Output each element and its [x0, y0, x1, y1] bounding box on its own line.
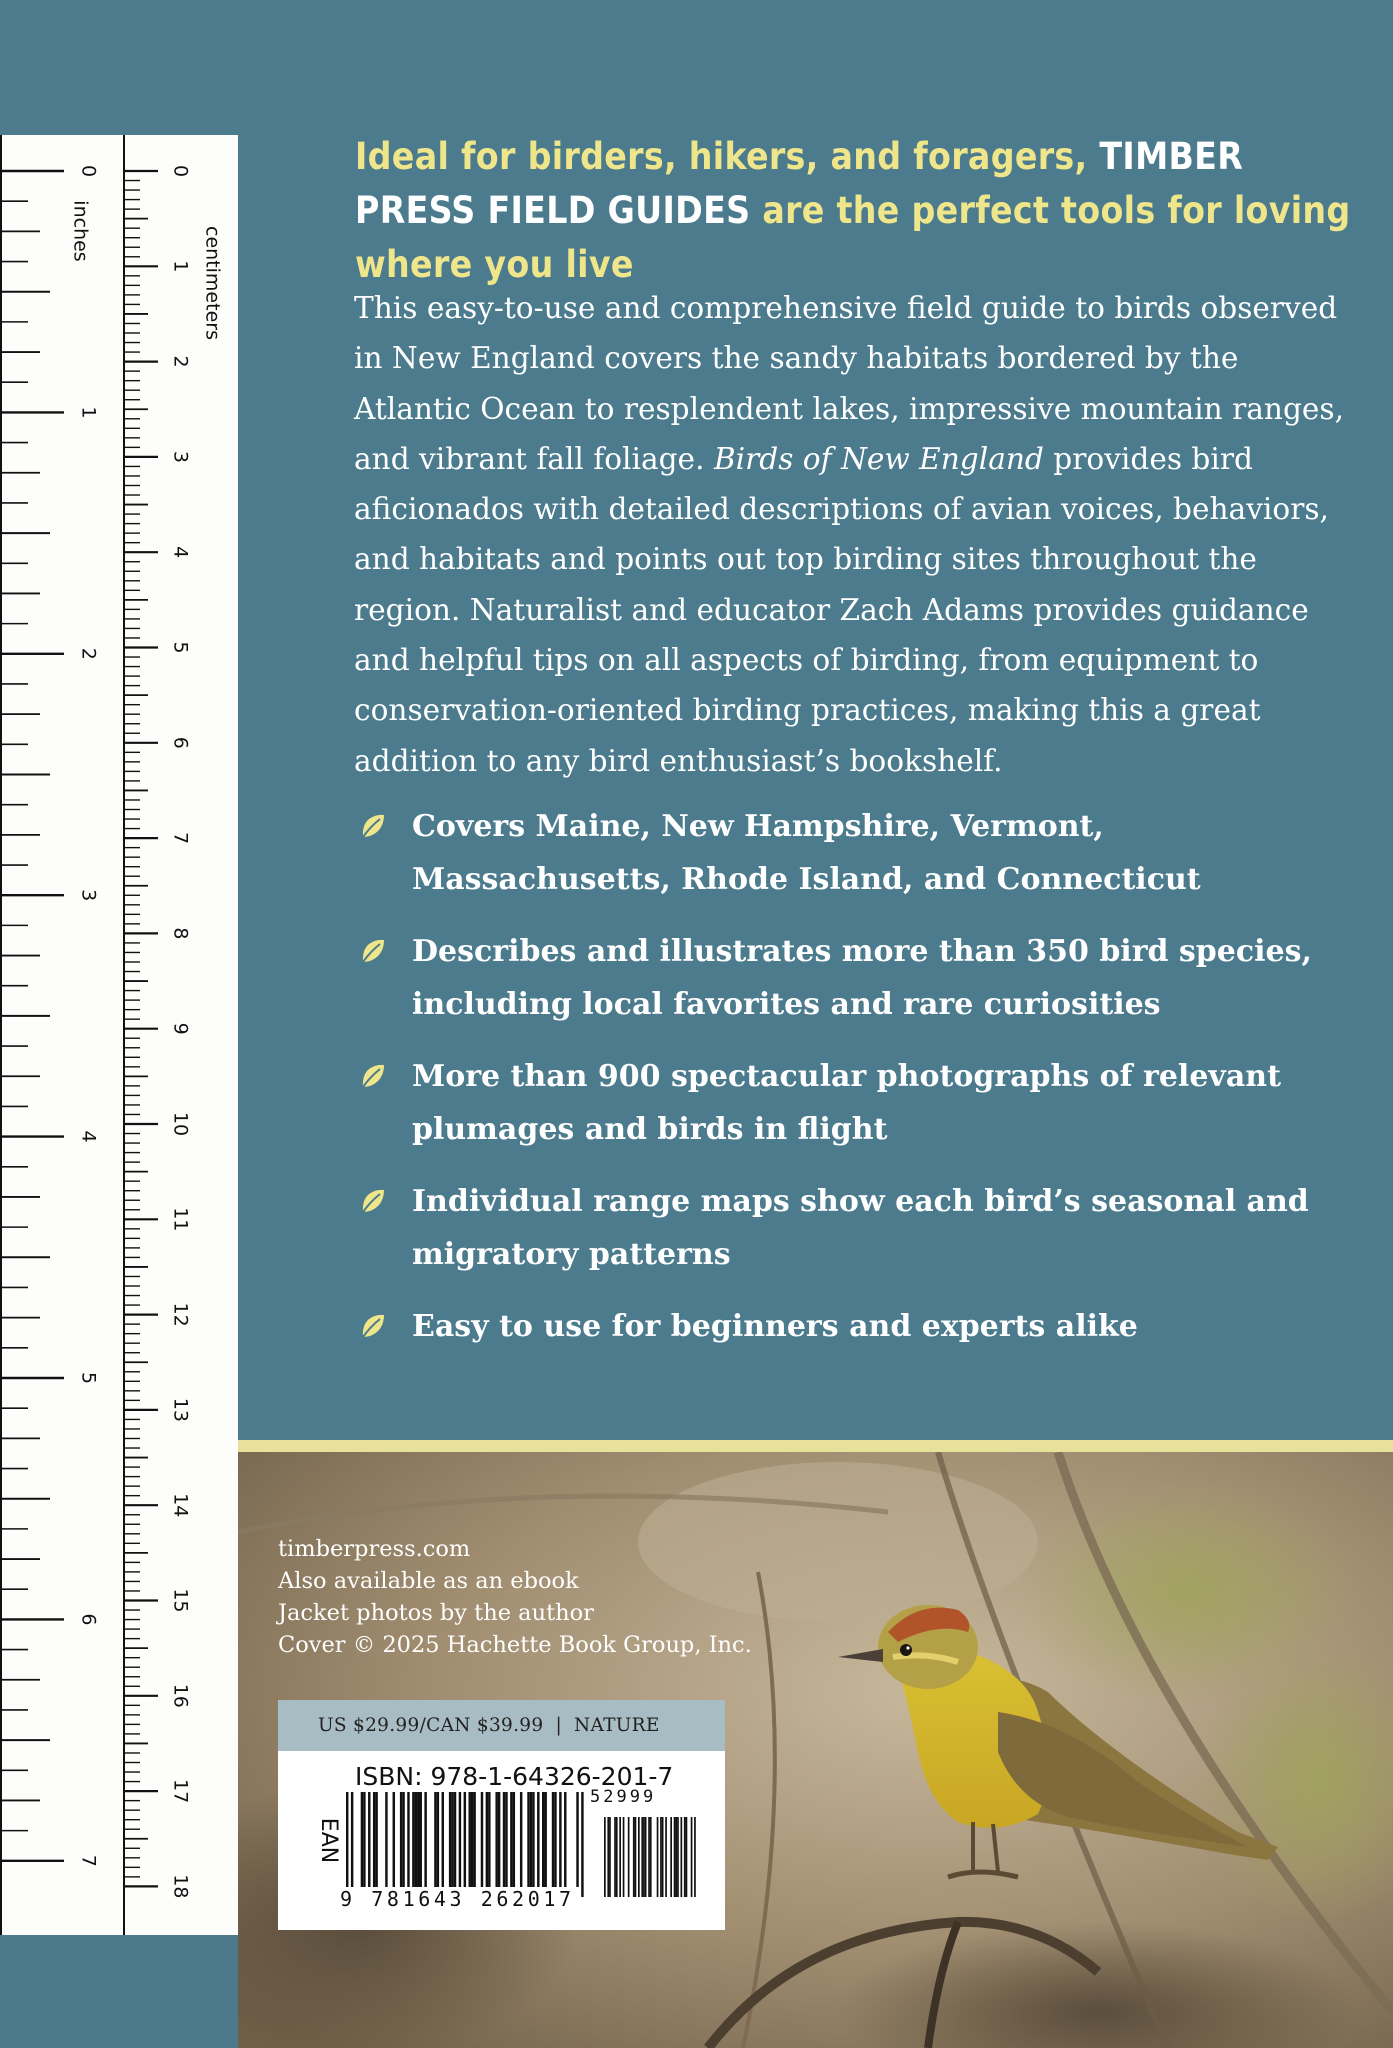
barcode-bar: [469, 1792, 471, 1887]
addon-barcode-bar: [674, 1817, 676, 1897]
addon-barcode-bar: [681, 1817, 683, 1897]
barcode-bar: [481, 1792, 483, 1887]
barcode-bar: [498, 1792, 500, 1887]
ruler-cm-number: 5: [169, 641, 192, 654]
addon-barcode-bar: [633, 1817, 635, 1897]
ebook-note: Also available as an ebook: [278, 1568, 579, 1594]
addon-barcode-bar: [619, 1817, 621, 1897]
feature-item: [355, 1175, 1365, 1281]
ruler-inch-number: 2: [77, 647, 100, 660]
ruler-cm-number: 13: [169, 1397, 192, 1422]
feature-item: [355, 1050, 1365, 1156]
leaf-bullet-icon: [360, 938, 386, 964]
barcode-bar: [503, 1792, 505, 1887]
barcode-bar: [424, 1792, 426, 1887]
ean-digits: 9 781643 262017: [340, 1887, 575, 1911]
ruler-inch-number: 4: [77, 1130, 100, 1143]
ruler-cm-number: 18: [169, 1874, 192, 1899]
ruler-cm-number: 16: [169, 1683, 192, 1708]
barcode-bar: [552, 1792, 554, 1887]
ruler-cm-number: 10: [169, 1111, 192, 1137]
photo-credit: Jacket photos by the author: [278, 1600, 594, 1626]
addon-barcode-bar: [648, 1817, 650, 1897]
barcode-bar: [402, 1792, 404, 1887]
feature-text: More than 900 spectacular photographs of relevant plumages and birds in flight: [412, 1059, 1281, 1147]
divider-stripe: [238, 1440, 1393, 1452]
ruler-cm-number: 15: [169, 1588, 192, 1613]
barcode-bar: [473, 1792, 475, 1887]
barcode-bar: [363, 1792, 365, 1887]
ruler-inch-number: 5: [77, 1371, 100, 1385]
addon-barcode-bar: [675, 1817, 677, 1897]
leaf-bullet-icon: [360, 1063, 386, 1089]
isbn: ISBN: 978-1-64326-201-7: [355, 1762, 674, 1791]
barcode-bar: [564, 1792, 566, 1887]
headline: [355, 130, 1355, 292]
barcode-bar: [437, 1792, 439, 1887]
ean-label: EAN: [316, 1817, 342, 1864]
barcode-bar: [400, 1792, 402, 1887]
description: [354, 283, 1354, 786]
addon-barcode-bar: [641, 1817, 643, 1897]
ruler-cm-number: 17: [169, 1779, 192, 1804]
copyright: Cover © 2025 Hachette Book Group, Inc.: [278, 1632, 752, 1658]
barcode-bar: [471, 1792, 473, 1887]
barcode-bar: [420, 1792, 422, 1887]
feature-item: [355, 1300, 1365, 1353]
addon-barcode-bar: [638, 1817, 640, 1897]
feature-text: Describes and illustrates more than 350 bird species, including local favorites and rare curiosities: [412, 934, 1312, 1022]
addon-barcode-bar: [694, 1817, 696, 1897]
barcode-bar: [442, 1792, 444, 1887]
ruler-cm-number: 6: [169, 736, 192, 749]
leaf-bullet-icon: [360, 813, 386, 839]
addon-barcode-bar: [662, 1817, 664, 1897]
ruler-inch-number: 7: [77, 1854, 100, 1867]
ruler-cm-number: 3: [169, 450, 192, 463]
ruler-cm-label: centimeters: [201, 226, 224, 340]
barcode-bar: [454, 1792, 456, 1887]
barcode-bar: [537, 1792, 539, 1887]
addon-barcode-bar: [686, 1817, 688, 1897]
book-title: Birds of New England: [713, 441, 1044, 476]
barcode-bar: [488, 1792, 490, 1887]
barcode-bar: [559, 1792, 561, 1887]
barcode-bar: [412, 1792, 414, 1887]
price-separator: |: [555, 1715, 562, 1736]
barcode-bars: [346, 1792, 706, 1902]
ruler-inch-number: 3: [77, 889, 100, 902]
ruler-cm-number: 9: [169, 1022, 192, 1035]
barcode-bar: [375, 1792, 377, 1887]
barcode-bar: [576, 1792, 578, 1887]
ruler-inch-label: inches: [69, 200, 92, 262]
ruler-cm-number: 7: [169, 832, 192, 845]
addon-barcode-bar: [643, 1817, 645, 1897]
barcode-bar: [520, 1792, 522, 1887]
barcode-bar: [368, 1792, 370, 1887]
leaf-bullet-icon: [360, 1188, 386, 1214]
printed-ruler: [0, 135, 238, 1935]
barcode-bar: [346, 1792, 348, 1897]
barcode-box: [278, 1700, 725, 1930]
addon-barcode-bar: [607, 1817, 609, 1897]
ruler-cm-number: 4: [169, 546, 192, 559]
barcode-bar: [495, 1792, 497, 1887]
ruler-graphic: [0, 135, 238, 1935]
ruler-cm-number: 1: [169, 260, 192, 273]
addon-barcode-bar: [614, 1817, 616, 1897]
barcode-bar: [373, 1792, 375, 1887]
addon-barcode-bar: [660, 1817, 662, 1897]
addon-barcode-bar: [670, 1817, 672, 1897]
barcode-bar: [505, 1792, 507, 1887]
ruler-inch-number: 1: [77, 406, 100, 419]
barcode-bar: [513, 1792, 515, 1887]
barcode-bar: [361, 1792, 363, 1887]
feature-item: [355, 800, 1365, 906]
description-paragraph: [354, 283, 1354, 786]
feature-text: Easy to use for beginners and experts alike: [412, 1309, 1138, 1344]
headline-tail: are the perfect tools for loving where you live: [355, 189, 1351, 286]
addon-barcode-bar: [609, 1817, 611, 1897]
addon-barcode-bar: [657, 1817, 659, 1897]
addon-barcode-bar: [616, 1817, 618, 1897]
feature-item: [355, 925, 1365, 1031]
barcode-bar: [554, 1792, 556, 1887]
price-bar: [278, 1700, 725, 1751]
barcode-bar: [544, 1792, 546, 1887]
addon-barcode-bar: [691, 1817, 693, 1897]
price-code: 52999: [590, 1787, 657, 1807]
barcode-bar: [451, 1792, 453, 1887]
addon-barcode-bar: [604, 1817, 606, 1897]
addon-barcode-bar: [684, 1817, 686, 1897]
barcode-bar: [459, 1792, 461, 1897]
feature-text: Covers Maine, New Hampshire, Vermont, Massachusetts, Rhode Island, and Connecticut: [412, 809, 1201, 897]
ruler-inch-number: 6: [77, 1613, 100, 1626]
barcode-bar: [393, 1792, 395, 1887]
barcode-bar: [407, 1792, 409, 1887]
addon-barcode-bar: [623, 1817, 625, 1897]
ruler-inch-number: 0: [77, 164, 100, 178]
barcode-bar: [527, 1792, 529, 1887]
addon-barcode-bar: [665, 1817, 667, 1897]
barcode-bar: [464, 1792, 466, 1897]
website-url: timberpress.com: [278, 1536, 471, 1562]
credits: [278, 1533, 752, 1661]
barcode-bar: [581, 1792, 583, 1897]
addon-barcode-bar: [677, 1817, 679, 1897]
barcode-bar: [530, 1792, 532, 1887]
barcode-bar: [510, 1792, 512, 1887]
addon-barcode-bar: [635, 1817, 637, 1897]
headline-brand: TIMBER PRESS FIELD GUIDES: [355, 135, 1244, 232]
ruler-cm-number: 12: [169, 1302, 192, 1327]
barcode-bar: [449, 1792, 451, 1887]
barcode-bar: [486, 1792, 488, 1887]
ruler-cm-number: 11: [169, 1207, 192, 1232]
addon-barcode-bar: [645, 1817, 647, 1897]
barcode-bar: [351, 1792, 353, 1897]
price: US $29.99/CAN $39.99: [318, 1715, 544, 1736]
barcode-bar: [542, 1792, 544, 1887]
headline-lead: Ideal for birders, hikers, and foragers,: [355, 135, 1088, 178]
description-part-2: provides bird aficionados with detailed descriptions of avian voices, behaviors, and habitats and points out top birding sites throughout the region. Naturalist and educator Zach Adams provides guidance and helpful tips on all aspects of birding, from equipment to conservation-oriented birding practices, making this a great addition to any bird enthusiast’s bookshelf.: [354, 441, 1329, 778]
addon-barcode-bar: [650, 1817, 652, 1897]
barcode-bar: [532, 1792, 534, 1887]
barcode-bar: [415, 1792, 417, 1887]
category: NATURE: [573, 1715, 660, 1736]
addon-barcode-bar: [628, 1817, 630, 1897]
feature-text: Individual range maps show each bird’s seasonal and migratory patterns: [412, 1184, 1309, 1272]
feature-list: [355, 800, 1365, 1372]
barcode-bar: [434, 1792, 436, 1887]
barcode-bar: [385, 1792, 387, 1887]
ruler-cm-number: 2: [169, 355, 192, 368]
ruler-cm-number: 8: [169, 927, 192, 940]
description-part-1: This easy-to-use and comprehensive field guide to birds observed in New England covers the sandy habitats bordered by the Atlantic Ocean to resplendent lakes, impressive mountain ranges, and vibrant fall foliage.: [354, 291, 1345, 476]
leaf-bullet-icon: [360, 1313, 386, 1339]
ruler-cm-number: 14: [169, 1493, 192, 1518]
ruler-cm-number: 0: [169, 164, 192, 178]
barcode-bar: [417, 1792, 419, 1887]
